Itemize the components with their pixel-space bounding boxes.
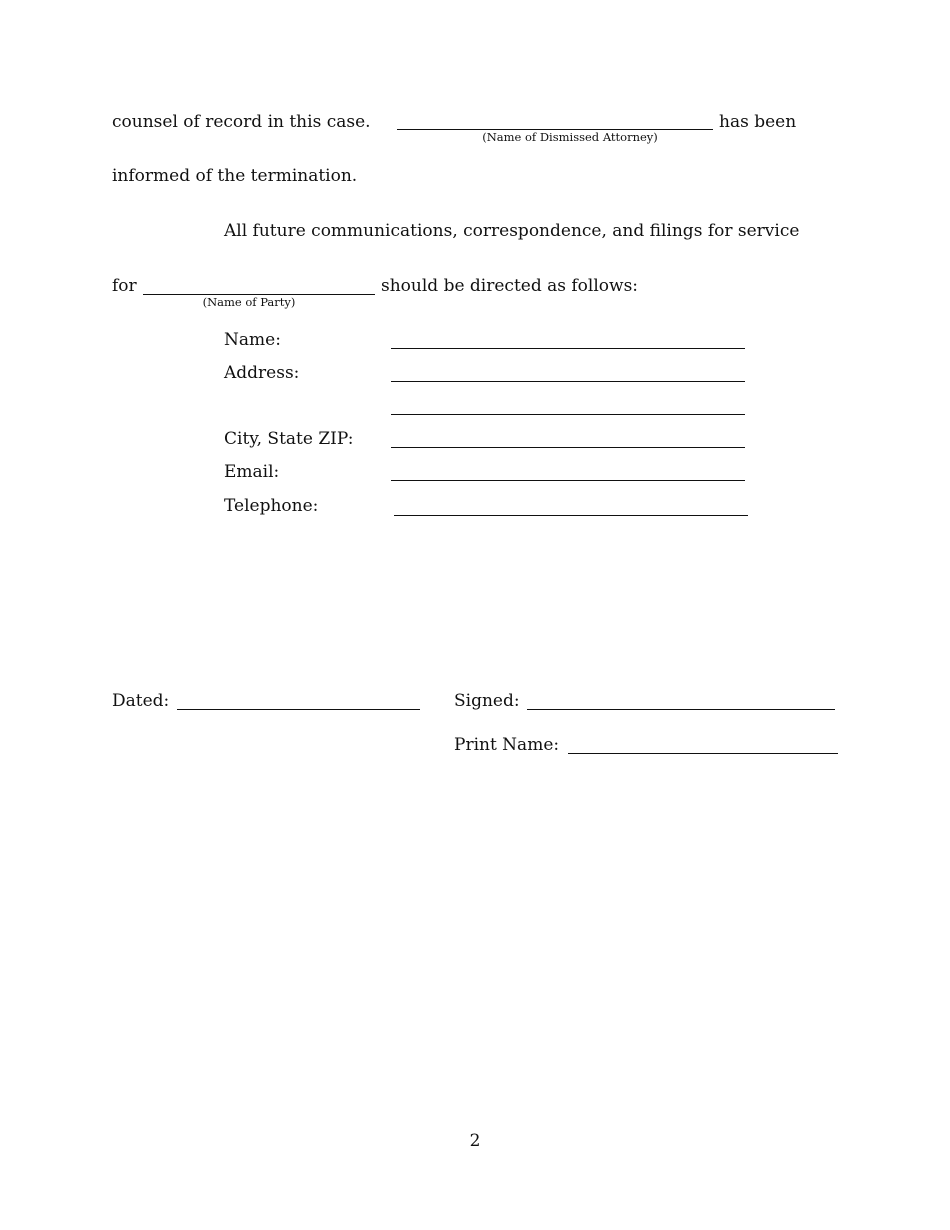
paragraph1-text-start: counsel of record in this case. xyxy=(112,112,371,132)
address-blank-line1[interactable] xyxy=(391,381,745,382)
party-name-caption: (Name of Party) xyxy=(202,295,296,309)
name-blank[interactable] xyxy=(391,348,745,349)
print-name-blank[interactable] xyxy=(568,753,838,754)
city-state-zip-label: City, State ZIP: xyxy=(224,429,354,449)
email-label: Email: xyxy=(224,462,280,482)
signed-label: Signed: xyxy=(454,691,520,711)
dismissed-attorney-caption: (Name of Dismissed Attorney) xyxy=(482,130,658,144)
print-name-label: Print Name: xyxy=(454,735,560,755)
page-number: 2 xyxy=(469,1131,481,1151)
telephone-blank[interactable] xyxy=(394,515,748,516)
signed-blank[interactable] xyxy=(527,709,835,710)
paragraph2-for-label: for xyxy=(112,276,137,296)
paragraph1-text-end: has been xyxy=(719,112,797,132)
address-blank-line2[interactable] xyxy=(391,414,745,415)
address-label: Address: xyxy=(224,363,300,383)
paragraph1-line2: informed of the termination. xyxy=(112,166,358,186)
paragraph2-text-end: should be directed as follows: xyxy=(381,276,639,296)
telephone-label: Telephone: xyxy=(224,496,319,516)
dated-blank[interactable] xyxy=(177,709,420,710)
dated-label: Dated: xyxy=(112,691,170,711)
city-state-zip-blank[interactable] xyxy=(391,447,745,448)
name-label: Name: xyxy=(224,330,281,350)
paragraph2-line1: All future communications, correspondence, and filings for service xyxy=(224,221,800,241)
email-blank[interactable] xyxy=(391,480,745,481)
